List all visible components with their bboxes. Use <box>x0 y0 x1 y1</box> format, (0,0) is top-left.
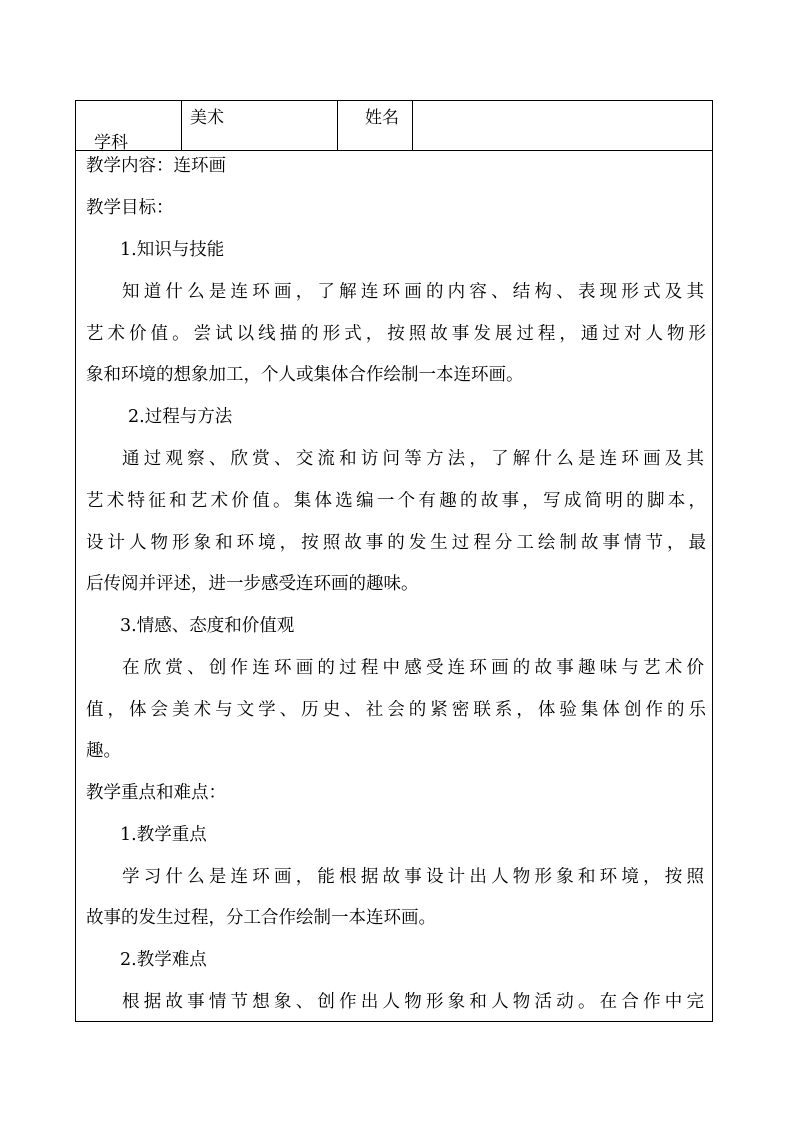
name-value-cell <box>413 101 712 150</box>
goal1-line: 知道什么是连环画，了解连环画的内容、结构、表现形式及其 <box>122 282 704 302</box>
key1-line: 学习什么是连环画，能根据故事设计出人物形象和环境，按照 <box>122 867 704 887</box>
goal3-heading: 3.情感、态度和价值观 <box>120 616 295 636</box>
goal1-heading: 1.知识与技能 <box>120 240 225 260</box>
teaching-content: 教学内容：连环画 <box>86 156 226 176</box>
goal2-line: 后传阅并评述，进一步感受连环画的趣味。 <box>86 574 419 594</box>
goal2-line: 通过观察、欣赏、交流和访问等方法，了解什么是连环画及其 <box>122 449 704 469</box>
goal3-line: 趣。 <box>86 741 121 761</box>
key1-heading: 1.教学重点 <box>120 825 207 845</box>
key1-line: 故事的发生过程，分工合作绘制一本连环画。 <box>86 908 436 928</box>
subject-label-cell <box>76 101 182 153</box>
goal1-line: 象和环境的想象加工，个人或集体合作绘制一本连环画。 <box>86 365 524 385</box>
subject-value: 美术 <box>190 108 224 128</box>
name-label-cell <box>338 101 413 150</box>
goal1-line: 艺术价值。尝试以线描的形式，按照故事发展过程，通过对人物形 <box>86 324 706 344</box>
key2-heading: 2.教学难点 <box>120 950 207 970</box>
goal2-line: 艺术特征和艺术价值。集体选编一个有趣的故事，写成简明的脚本， <box>86 491 706 511</box>
key-points-heading: 教学重点和难点： <box>86 783 226 803</box>
lesson-plan-table <box>75 100 713 1022</box>
goal3-line: 在欣赏、创作连环画的过程中感受连环画的故事趣味与艺术价 <box>122 658 704 678</box>
table-header-row <box>76 101 712 151</box>
goal2-heading: 2.过程与方法 <box>128 407 233 427</box>
teaching-goals-heading: 教学目标： <box>86 198 174 218</box>
subject-label: 学科 <box>94 133 128 153</box>
subject-value-cell <box>182 101 338 150</box>
name-label: 姓名 <box>365 108 399 128</box>
goal3-line: 值，体会美术与文学、历史、社会的紧密联系，体验集体创作的乐 <box>86 700 706 720</box>
goal2-line: 设计人物形象和环境，按照故事的发生过程分工绘制故事情节，最 <box>86 533 706 553</box>
key2-line: 根据故事情节想象、创作出人物形象和人物活动。在合作中完 <box>122 992 704 1012</box>
